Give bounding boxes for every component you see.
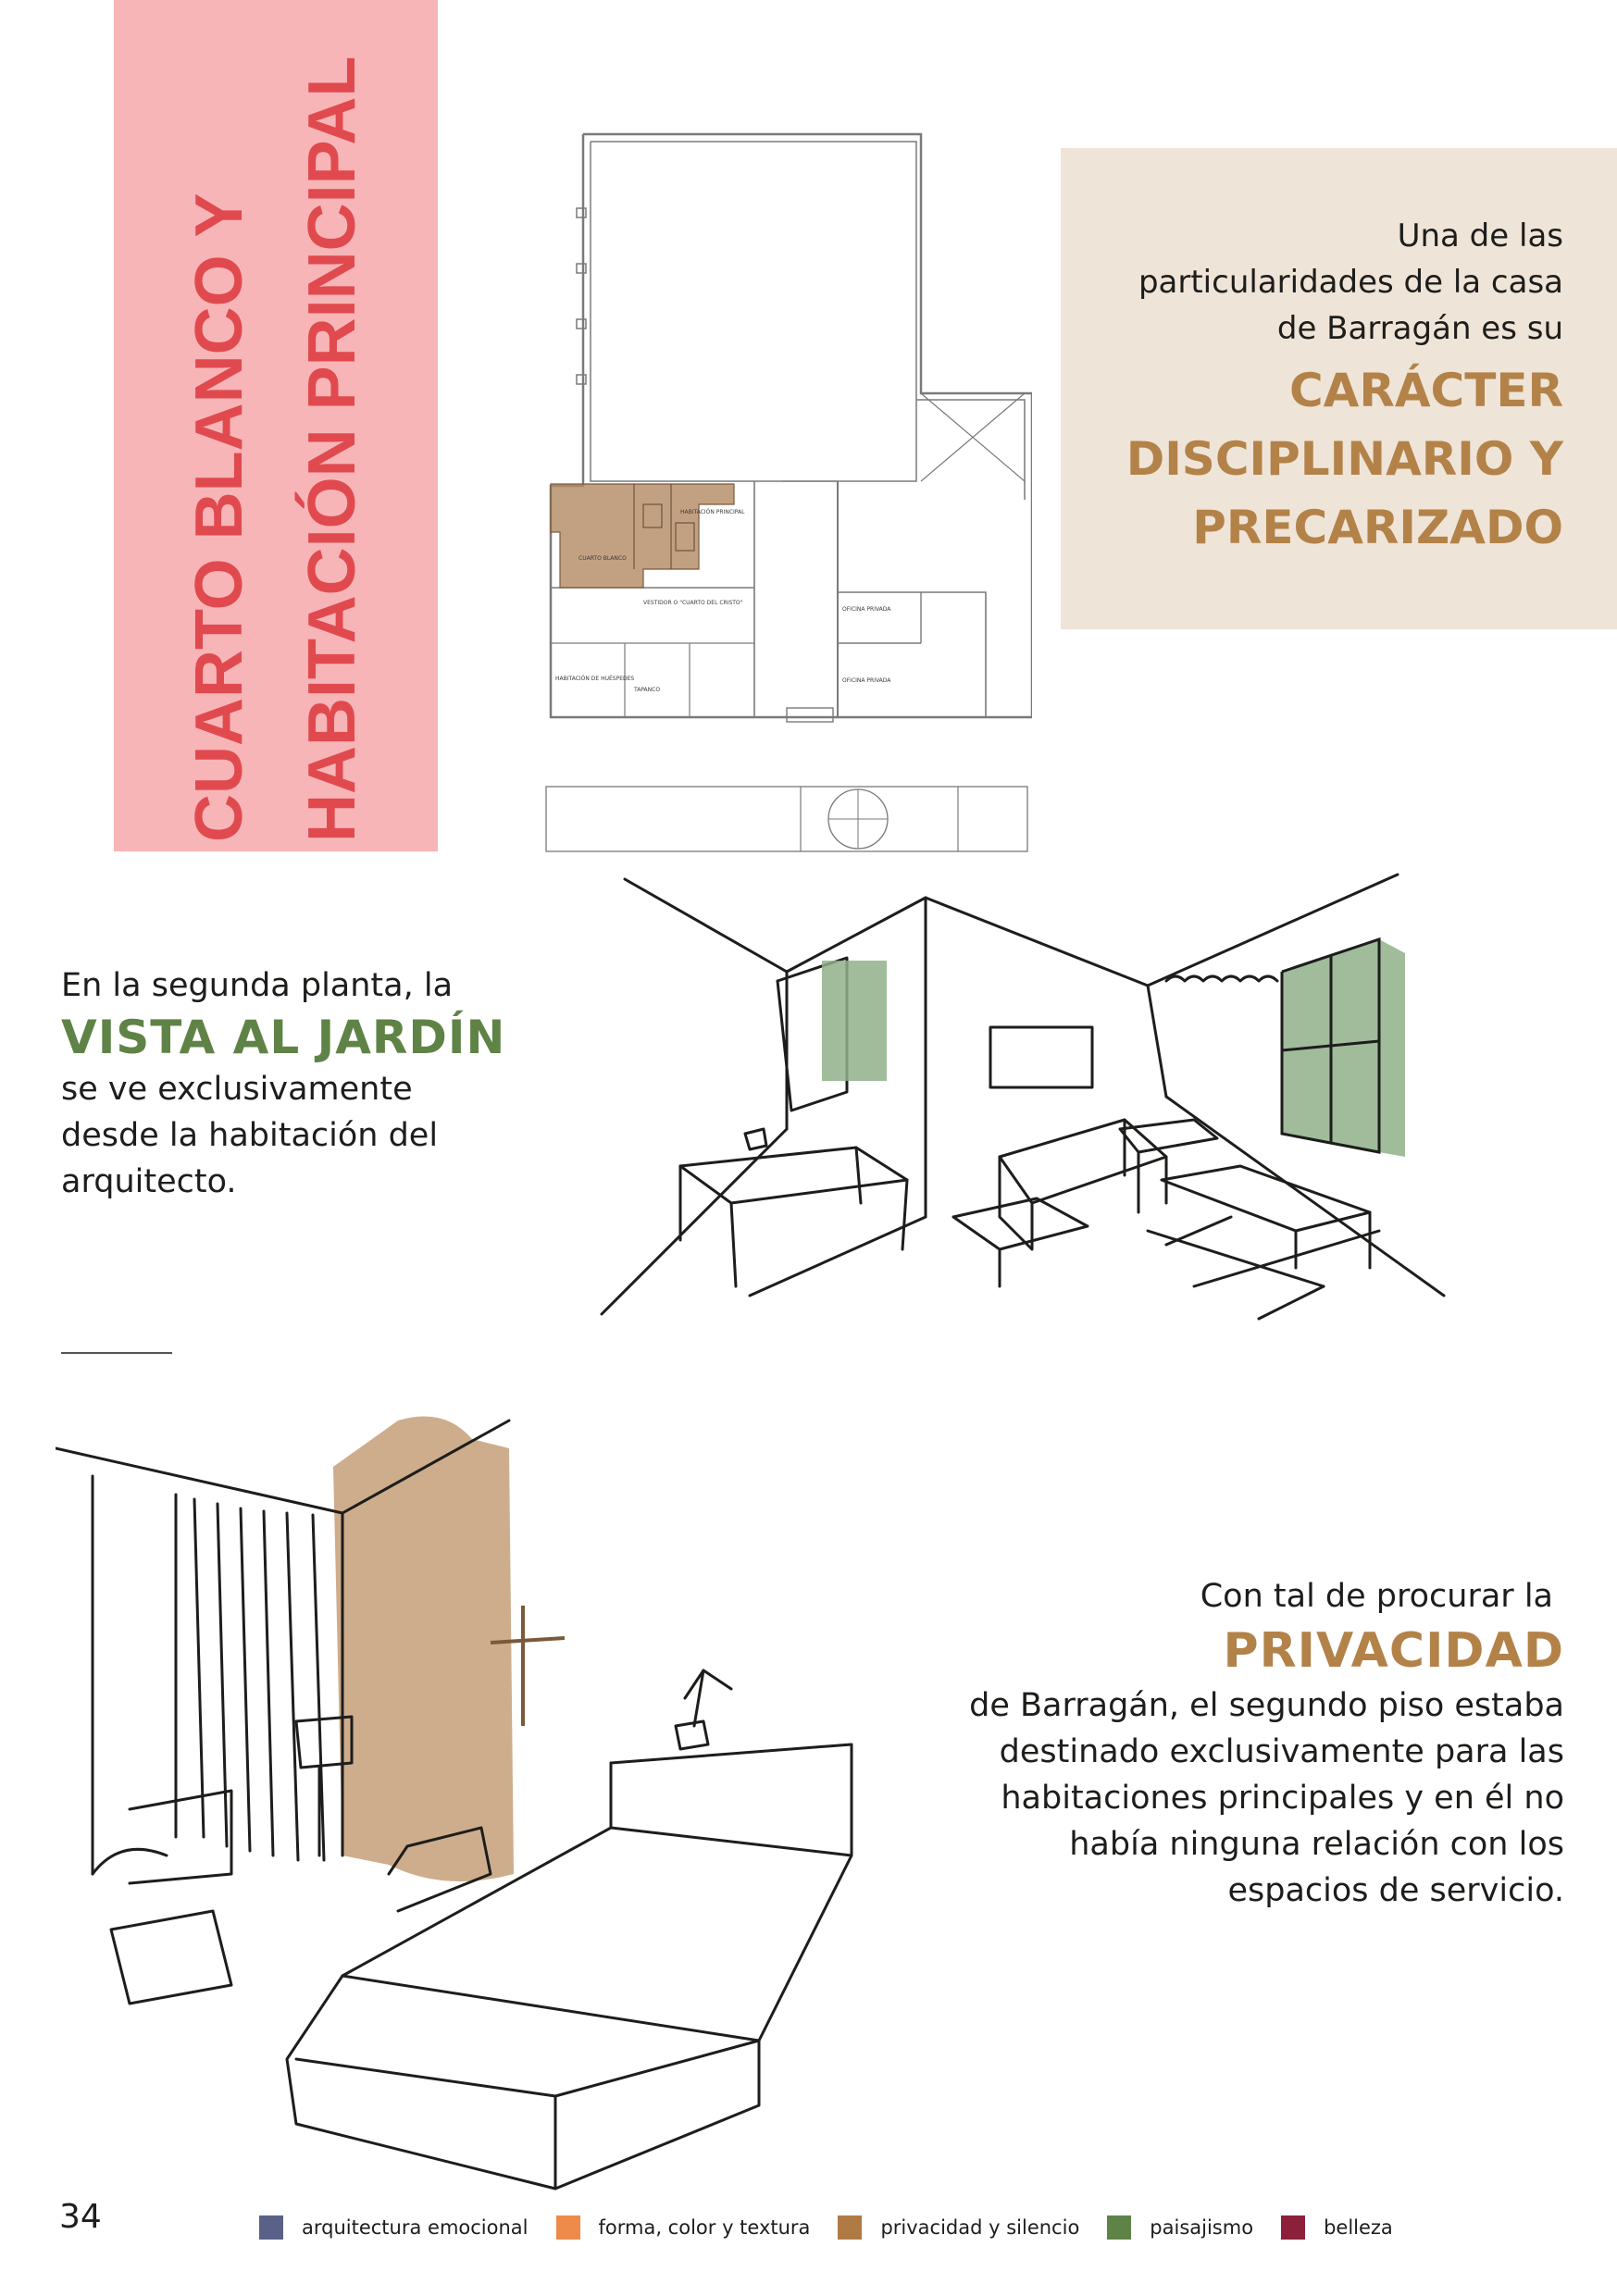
divider bbox=[61, 1352, 172, 1354]
plan-label-tapanco: TAPANCO bbox=[634, 687, 661, 693]
section-title bbox=[163, 9, 389, 842]
plan-label-habitacion-huespedes: HABITACIÓN DE HUÉSPEDES bbox=[555, 676, 635, 682]
privacy-text-line: destinado exclusivamente para las bbox=[999, 1733, 1564, 1770]
bedroom-sketch-garden bbox=[518, 851, 1536, 1388]
legend-label: privacidad y silencio bbox=[880, 2216, 1080, 2239]
privacy-text-line: Con tal de procurar la bbox=[1200, 1578, 1553, 1615]
garden-text-line: arquitecto. bbox=[61, 1163, 237, 1200]
legend-swatch bbox=[838, 2215, 862, 2240]
plan-label-cuarto-blanco: CUARTO BLANCO bbox=[578, 555, 627, 562]
quote-line: de Barragán es su bbox=[1276, 310, 1563, 347]
legend-swatch bbox=[259, 2215, 283, 2240]
privacy-emphasis: PRIVACIDAD bbox=[1223, 1623, 1564, 1679]
quote-emphasis bbox=[1063, 356, 1563, 562]
quote-intro bbox=[1082, 213, 1563, 352]
legend-swatch bbox=[556, 2215, 580, 2240]
legend-label: paisajismo bbox=[1150, 2216, 1254, 2239]
garden-text-line: desde la habitación del bbox=[61, 1117, 439, 1154]
plan-label-oficina-privada-1: OFICINA PRIVADA bbox=[842, 606, 891, 613]
privacy-text-line: habitaciones principales y en él no bbox=[1001, 1780, 1564, 1817]
legend bbox=[259, 2214, 1421, 2241]
garden-text bbox=[61, 962, 524, 1205]
quote-emphasis-line: DISCIPLINARIO Y bbox=[1126, 432, 1563, 486]
page-number: 34 bbox=[59, 2198, 102, 2236]
legend-label: belleza bbox=[1324, 2216, 1393, 2239]
quote-line: particularidades de la casa bbox=[1138, 264, 1563, 301]
garden-emphasis: VISTA AL JARDÍN bbox=[61, 1011, 506, 1064]
garden-text-line: En la segunda planta, la bbox=[61, 967, 454, 1004]
privacy-text-line: espacios de servicio. bbox=[1227, 1872, 1564, 1909]
section-title-line1: CUARTO BLANCO Y bbox=[182, 192, 256, 842]
legend-swatch bbox=[1281, 2215, 1305, 2240]
legend-item bbox=[838, 2215, 1079, 2240]
legend-item bbox=[259, 2215, 529, 2240]
garden-text-line: se ve exclusivamente bbox=[61, 1071, 413, 1108]
privacy-text bbox=[916, 1573, 1564, 1914]
quote-box bbox=[1061, 148, 1617, 629]
privacy-text-line: había ninguna relación con los bbox=[1069, 1826, 1564, 1863]
legend-item bbox=[1281, 2215, 1393, 2240]
section-title-line2: HABITACIÓN PRINCIPAL bbox=[295, 56, 369, 842]
bedroom-sketch-cross bbox=[56, 1393, 944, 2207]
quote-emphasis-line: CARÁCTER bbox=[1288, 364, 1563, 417]
legend-item bbox=[556, 2215, 811, 2240]
legend-item bbox=[1107, 2215, 1253, 2240]
legend-label: arquitectura emocional bbox=[302, 2216, 529, 2239]
privacy-text-body bbox=[916, 1682, 1564, 1914]
quote-emphasis-line: PRECARIZADO bbox=[1192, 501, 1563, 554]
plan-label-habitacion-principal: HABITACIÓN PRINCIPAL bbox=[680, 509, 745, 515]
privacy-text-line: de Barragán, el segundo piso estaba bbox=[969, 1687, 1564, 1724]
quote-line: Una de las bbox=[1397, 217, 1563, 254]
floor-plan bbox=[532, 125, 1032, 856]
legend-swatch bbox=[1107, 2215, 1131, 2240]
legend-label: forma, color y textura bbox=[598, 2216, 811, 2239]
plan-label-oficina-privada-2: OFICINA PRIVADA bbox=[842, 677, 891, 684]
plan-label-vestidor: VESTIDOR O "CUARTO DEL CRISTO" bbox=[643, 600, 743, 606]
